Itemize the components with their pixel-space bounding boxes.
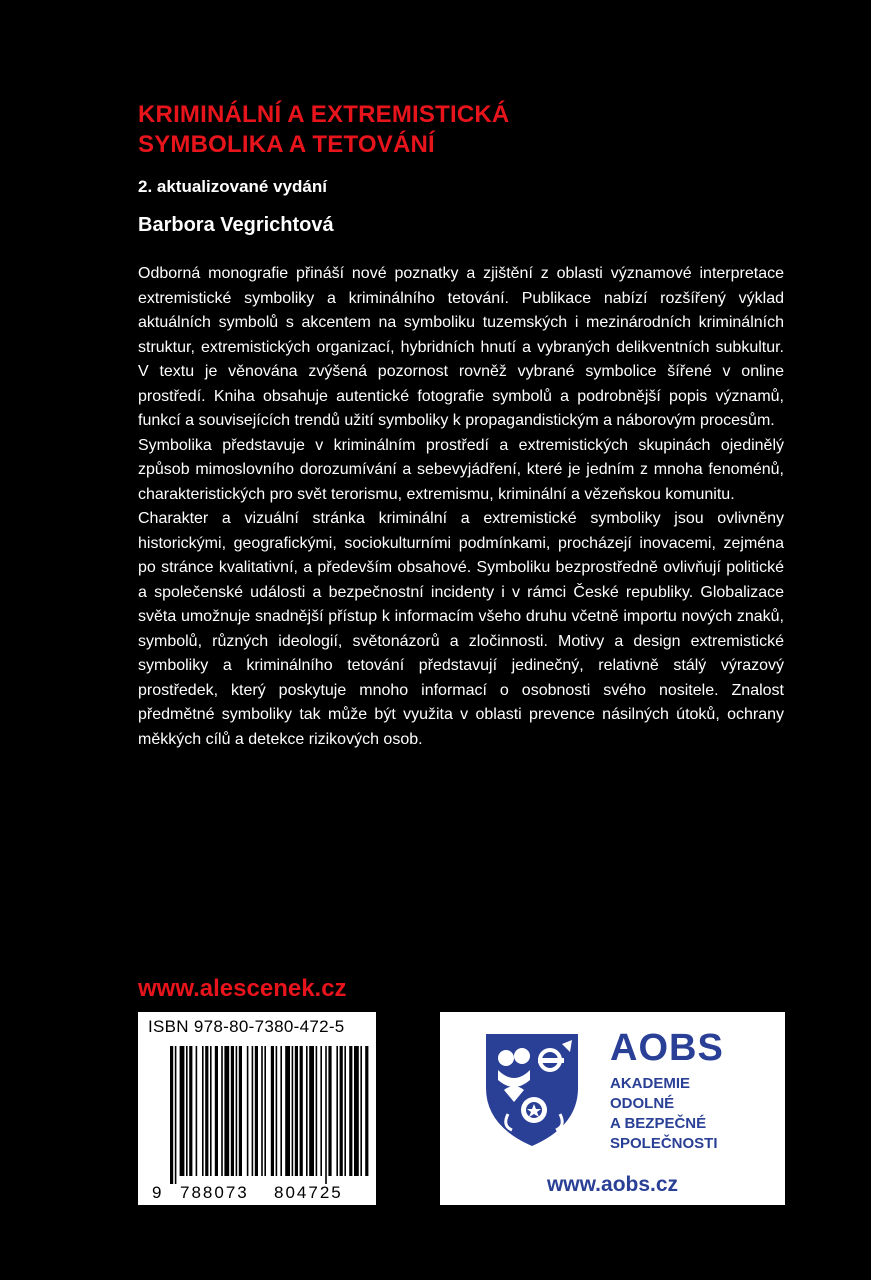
barcode-bar <box>316 1046 318 1176</box>
publisher-website-link[interactable]: www.alescenek.cz <box>138 975 347 1002</box>
aobs-full-name: AKADEMIE ODOLNÉ A BEZPEČNÉ SPOLEČNOSTI <box>610 1075 718 1152</box>
barcode-bar <box>271 1046 274 1176</box>
barcode-bar <box>344 1046 346 1176</box>
barcode-bar <box>175 1046 177 1184</box>
barcode-bar <box>180 1046 185 1176</box>
barcode-bar <box>325 1046 327 1184</box>
barcode-bar <box>210 1046 212 1176</box>
description-paragraph: Symbolika představuje v kriminálním prostředí a extremistických skupinách ojedinělý způsob mimoslovního dorozumívání a sebevyjádření, které je jedním z mnoha fenoménů, charakteristických pro svět terorismu, extremismu, kriminální a vězeňskou komunitu. <box>138 436 784 503</box>
barcode-bar <box>328 1046 331 1176</box>
barcode-bar <box>224 1046 229 1176</box>
barcode-bar <box>196 1046 198 1176</box>
description-paragraph: Charakter a vizuální stránka kriminální a extremistické symboliky jsou ovlivněny historickými, geografickými, sociokulturními podmínkami, procházejí inovacemi, zejména po stránce kvalitativní, a především obsahové. Symboliku bezprostředně ovlivňují politické a společenské události a bezpečnostní incidenty i v rámci České republiky. Globalizace světa umožnuje snadnější přístup k informacím všeho druhu včetně importu nových znaků, symbolů, různých ideologií, světonázorů a zločinnosti. Motivy a design extremistické symboliky a kriminálního tetování představují jedinečný, relativně stálý výrazový prostředek, který poskytuje mnoho informací o osobnosti svého nositele. Znalost předmětné symboliky tak může být využita v oblasti prevence násilných útoků, ochrany měkkých cílů a detekce rizikových osob. <box>138 510 784 748</box>
isbn-label: ISBN 978-80-7380-472-5 <box>148 1017 345 1036</box>
barcode-bar <box>349 1046 352 1176</box>
barcode-icon <box>138 1012 376 1205</box>
barcode-bar <box>186 1046 188 1176</box>
barcode-bar <box>252 1046 254 1176</box>
barcode-bar <box>264 1046 266 1176</box>
book-title: KRIMINÁLNÍ A EXTREMISTICKÁ SYMBOLIKA A TETOVÁNÍ <box>138 101 510 158</box>
barcode-bar <box>320 1046 322 1176</box>
isbn-barcode <box>138 1012 376 1205</box>
barcode-bar <box>236 1046 238 1176</box>
barcode-bar <box>280 1046 282 1176</box>
barcode-bar <box>276 1046 278 1176</box>
barcode-bar <box>360 1046 362 1176</box>
barcode-bar <box>221 1046 223 1176</box>
barcode-bar <box>231 1046 234 1176</box>
description-paragraph: Odborná monografie přináší nové poznatky a zjištění z oblasti významové interpretace extremistické symboliky a kriminálního tetování. Publikace nabízí rozšířený výklad aktuálních symbolů s akcentem na symboliku tuzemských i mezinárodních kriminálních struktur, extremistických organizací, hybridních hnutí a vybraných delikventních subkultur. V textu je věnována zvýšená pozornost rovněž vybrané symbolice šířené v online prostředí. Kniha obsahuje autentické fotografie symbolů a podrobnější popis významů, funkcí a souvisejících trendů užití symboliky k propagandistickým a náborovým procesům. <box>138 265 784 429</box>
barcode-bar <box>309 1046 314 1176</box>
aobs-shield-icon <box>478 1030 586 1150</box>
barcode-bar <box>261 1046 263 1176</box>
book-author: Barbora Vegrichtová <box>138 214 334 236</box>
barcode-digits-left: 788073 <box>180 1183 249 1202</box>
barcode-bar <box>202 1046 204 1176</box>
barcode-bar <box>336 1046 338 1176</box>
book-description <box>138 262 784 752</box>
barcode-digits-right: 804725 <box>274 1183 343 1202</box>
barcode-digit-first: 9 <box>152 1183 162 1202</box>
barcode-bar <box>354 1046 359 1176</box>
barcode-bar <box>255 1046 258 1176</box>
barcode-bar <box>247 1046 249 1176</box>
barcode-bar <box>189 1046 192 1176</box>
barcode-bar <box>365 1046 368 1176</box>
barcode-bar <box>292 1046 294 1176</box>
aobs-logo-panel <box>440 1012 785 1205</box>
barcode-bar <box>340 1046 343 1176</box>
barcode-bar <box>300 1046 303 1176</box>
barcode-bar <box>285 1046 290 1176</box>
book-edition: 2. aktualizované vydání <box>138 177 327 196</box>
aobs-name: AOBS <box>610 1027 724 1069</box>
barcode-bar <box>205 1046 208 1176</box>
barcode-bar <box>295 1046 298 1176</box>
aobs-website-link[interactable]: www.aobs.cz <box>546 1173 679 1196</box>
barcode-bar <box>306 1046 308 1176</box>
barcode-bar <box>239 1046 242 1176</box>
barcode-bar <box>170 1046 173 1184</box>
barcode-bar <box>215 1046 218 1176</box>
